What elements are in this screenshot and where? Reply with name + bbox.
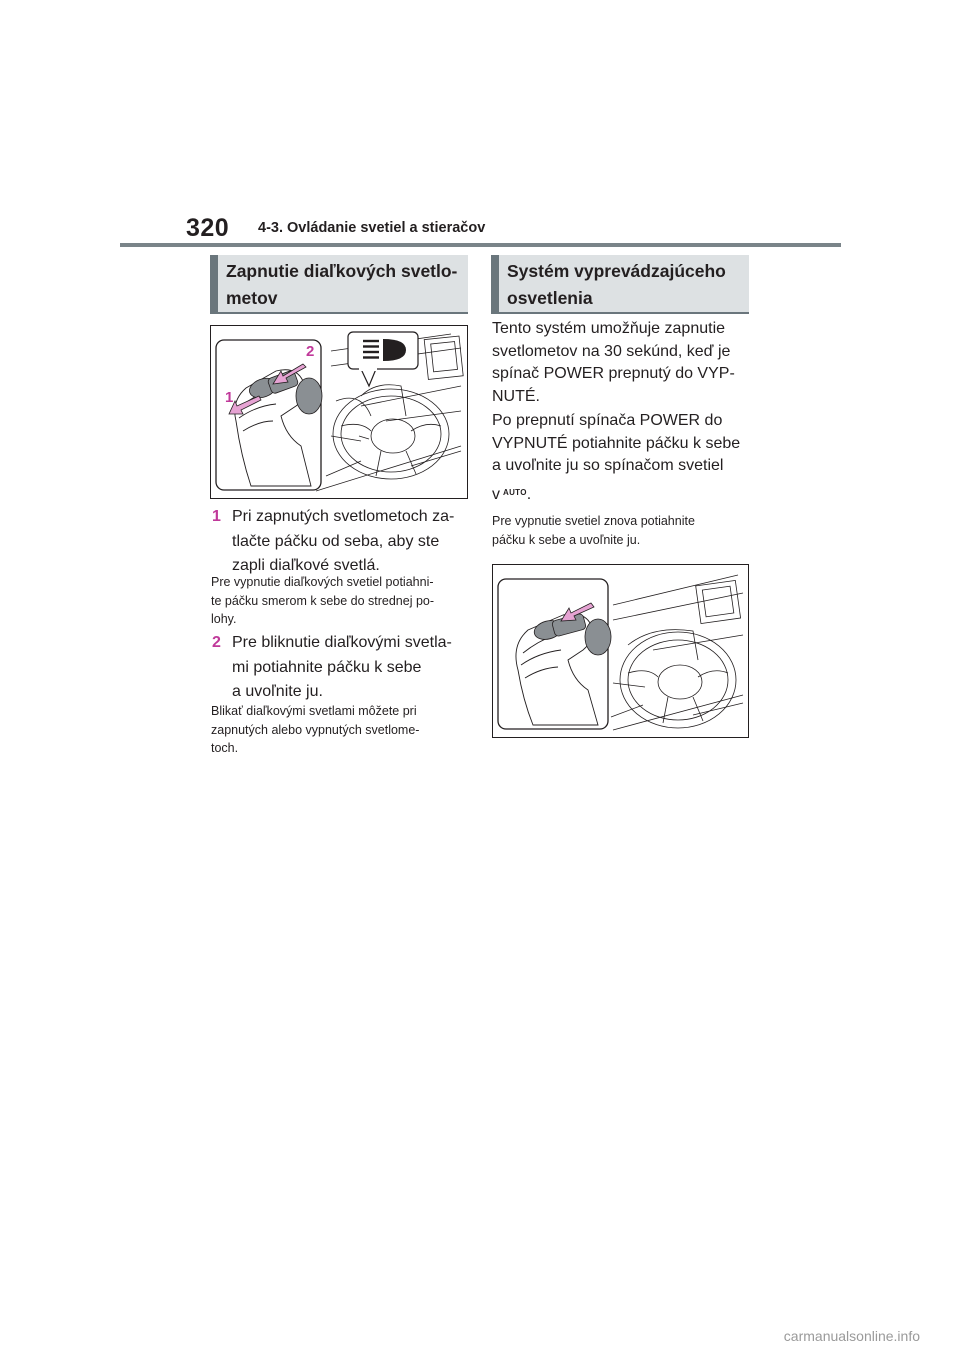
paragraph-2-line1: Po prepnutí spínača POWER do: [492, 412, 723, 429]
note-1: [211, 573, 473, 629]
callout-2: 2: [306, 343, 315, 360]
step-2: [212, 631, 472, 705]
paragraph-1-line4: NUTÉ.: [492, 387, 540, 405]
step-2-line3: a uvoľnite ju.: [232, 683, 323, 700]
paragraph-2: [492, 410, 757, 506]
chapter-title: 4-3. Ovládanie svetiel a stieračov: [258, 220, 486, 236]
paragraph-1-line1: Tento systém umožňuje zapnutie: [492, 320, 726, 337]
paragraph-2-line3: a uvoľnite ju so spínačom svetiel: [492, 457, 724, 474]
paragraph-1-line2: svetlometov na 30 sekúnd, keď je: [492, 342, 731, 360]
page-number: 320: [186, 214, 230, 242]
paragraph-1: [492, 318, 757, 408]
paragraph-2-line2: VYPNUTÉ potiahnite páčku k sebe: [492, 434, 741, 452]
note-3-line1: Pre vypnutie svetiel znova potiahnite: [492, 514, 695, 528]
follow-me-home-figure: [492, 564, 749, 738]
callout-1: 1: [225, 389, 234, 406]
note-1-line3: lohy.: [211, 612, 237, 626]
note-2-line2: zapnutých alebo vypnutých svetlome-: [211, 722, 420, 737]
step-2-line2: mi potiahnite páčku k sebe: [232, 658, 422, 676]
section-heading-line2: metov: [226, 288, 278, 308]
paragraph-2-line4: [492, 482, 757, 507]
step-1-line2: tlačte páčku od seba, aby ste: [232, 532, 440, 550]
paragraph-2-prefix: v: [492, 485, 500, 503]
note-3-line2: páčku k sebe a uvoľnite ju.: [492, 532, 641, 547]
note-1-line2: te páčku smerom k sebe do strednej po-: [211, 593, 435, 608]
paragraph-1-line3: spínač POWER prepnutý do VYP-: [492, 365, 735, 382]
section-heading-follow-me-home: [491, 255, 749, 312]
note-1-line1: Pre vypnutie diaľkových svetiel potiahni-: [211, 575, 434, 589]
watermark: carmanualsonline.info: [783, 1328, 920, 1344]
step-1-number: 1: [212, 508, 221, 525]
note-2: [211, 702, 473, 758]
note-2-line3: toch.: [211, 741, 239, 755]
note-2-line1: Blikať diaľkovými svetlami môžete pri: [211, 704, 417, 718]
step-1-line3: zapli diaľkové svetlá.: [232, 557, 380, 574]
section-heading-line1: Systém vyprevádzajúceho: [507, 261, 726, 281]
section-heading-line1: Zapnutie diaľkových svetlo-: [226, 261, 458, 281]
paragraph-2-suffix: .: [526, 485, 532, 503]
high-beam-figure: [210, 325, 468, 499]
step-1: [212, 505, 472, 579]
step-1-line1: Pri zapnutých svetlometoch za-: [232, 508, 455, 525]
high-beam-illustration: [211, 326, 467, 498]
follow-me-home-illustration: [493, 565, 748, 737]
step-2-number: 2: [212, 634, 221, 651]
step-2-line1: Pre bliknutie diaľkovými svetla-: [232, 634, 452, 651]
section-heading-line2: osvetlenia: [507, 288, 593, 308]
auto-icon: AUTO: [503, 487, 527, 497]
note-3: [492, 512, 754, 549]
header-rule: [120, 243, 841, 247]
section-heading-high-beam: [210, 255, 468, 312]
